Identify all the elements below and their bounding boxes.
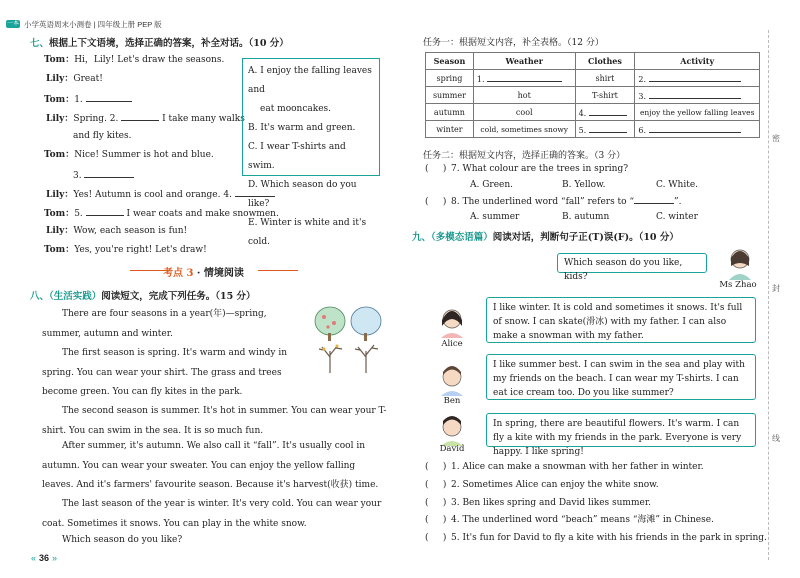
answer-blank[interactable] xyxy=(487,72,562,82)
page-number: « 36 » xyxy=(31,553,58,563)
dialogue-line-4: and fly kites. xyxy=(73,131,132,141)
alice-avatar xyxy=(437,304,467,338)
table-header: Clothes xyxy=(575,53,635,70)
q8-option-b[interactable]: B. autumn xyxy=(562,212,610,222)
tree-icon xyxy=(351,307,381,341)
answer-blank[interactable] xyxy=(86,206,124,216)
table-header: Season xyxy=(426,53,474,70)
answer-blank[interactable] xyxy=(86,92,132,102)
option-a-cont: eat mooncakes. xyxy=(260,104,332,114)
alice-speech-bubble: I like winter. It is cold and sometimes it snows. It's full of snow. I can skate(滑冰) with my father. I can also make a snowman with my father. xyxy=(486,297,756,343)
dialogue-line-5: Tom：Nice! Summer is hot and blue. xyxy=(44,150,214,160)
kid-name-ben: Ben xyxy=(443,396,461,406)
statement-3: ( ) 3. Ben likes spring and David likes summer. xyxy=(425,496,651,511)
q7-option-a[interactable]: A. Green. xyxy=(470,180,514,190)
david-speech-bubble: In spring, there are beautiful flowers. It's warm. I can fly a kite with my friends in the park. Everyone is very happy. I like spring! xyxy=(486,413,756,447)
table-cell: autumn xyxy=(426,104,474,121)
q8-option-c[interactable]: C. winter xyxy=(656,212,698,222)
table-cell: T-shirt xyxy=(575,87,635,104)
dialogue-line-0: Tom：Hi，Lily! Let's draw the seasons. xyxy=(44,55,225,65)
margin-seal-char: 封 xyxy=(772,284,780,293)
question-8: ( ) 8. The underlined word “fall” refers to “ ”. xyxy=(425,194,682,210)
statement-4: ( ) 4. The underlined word “beach” means “海滩” in Chinese. xyxy=(425,513,714,528)
kid-name-david: David xyxy=(439,444,465,454)
dialogue-line-9: Lily：Wow, each season is fun! xyxy=(46,226,188,236)
dialogue-line-2: Tom：1. xyxy=(44,92,132,106)
section9-title: 九、（多模态语篇）阅读对话，判断句子正(T)误(F)。（10 分） xyxy=(412,232,679,243)
answer-blank[interactable] xyxy=(589,123,627,133)
answer-blank[interactable] xyxy=(634,194,674,204)
answer-blank[interactable] xyxy=(589,106,627,116)
statement-5: ( ) 5. It's fun for David to fly a kite with his friends in the park in spring. xyxy=(425,531,767,546)
kid-name-alice: Alice xyxy=(441,339,463,349)
passage-paragraph-2: The first season is spring. It's warm and windy in spring. You can wear your shirt. The grass and trees become green. You can fly kites in the park. xyxy=(42,348,288,397)
table-cell: enjoy the yellow falling leaves xyxy=(635,104,760,121)
task2-title: 任务二：根据短文内容，选择正确的答案。（3 分） xyxy=(423,151,626,161)
tree-icon xyxy=(315,307,345,341)
table-cell: cold, sometimes snowy xyxy=(473,121,575,138)
dialogue-line-7: Lily：Yes! Autumn is cool and orange. 4. xyxy=(46,187,275,201)
david-avatar xyxy=(437,412,467,446)
passage-paragraph-4: After summer, it's autumn. We also call it “fall”. It's usually cool in autumn. You can wear your sweater. You can enjoy the yellow falling leaves. And it's farmers' favourite season. Because it's harvest(收获) time. xyxy=(42,441,379,490)
q7-option-c[interactable]: C. White. xyxy=(656,180,699,190)
table-cell[interactable]: 3. xyxy=(635,87,760,104)
season-trees-illustration xyxy=(310,305,386,375)
table-cell[interactable]: 1. xyxy=(473,70,575,87)
table-row xyxy=(426,104,760,121)
option-d: D. Which season do you like? xyxy=(248,180,357,209)
table-cell: summer xyxy=(426,87,474,104)
table-row xyxy=(426,87,760,104)
table-cell[interactable]: 5. xyxy=(575,121,635,138)
question-7: ( ) 7. What colour are the trees in spring? xyxy=(425,162,628,177)
answer-blank[interactable] xyxy=(649,89,741,99)
ben-speech-bubble: I like summer best. I can swim in the sea and play with my friends on the beach. I can wear my T-shirts. I can eat ice cream too. Do you like summer? xyxy=(486,354,756,400)
bare-tree-icon xyxy=(319,345,342,373)
option-a: A. I enjoy the falling leaves and xyxy=(248,66,372,95)
table-cell: spring xyxy=(426,70,474,87)
header-title: 小学英语周末小测卷 | 四年级上册 PEP 版 xyxy=(24,20,162,29)
answer-paren[interactable]: ( ) xyxy=(425,498,447,508)
table-header: Weather xyxy=(473,53,575,70)
teacher-speech-bubble: Which season do you like, kids? xyxy=(557,253,707,273)
table-cell[interactable]: 4. xyxy=(575,104,635,121)
passage-paragraph-5: The last season of the year is winter. It's very cold. You can wear your coat. Sometimes it snows. You can play in the white snow. xyxy=(42,499,382,529)
task1-title: 任务一：根据短文内容，补全表格。（12 分） xyxy=(423,38,604,48)
table-row xyxy=(426,121,760,138)
margin-seal-line xyxy=(768,30,769,560)
header-badge: 一本 xyxy=(6,21,19,27)
margin-seal-char: 密 xyxy=(772,134,780,143)
section8-title: 八、（生活实践）阅读短文，完成下列任务。（15 分） xyxy=(30,291,256,302)
q7-option-b[interactable]: B. Yellow. xyxy=(562,180,606,190)
bare-tree-icon xyxy=(355,345,378,373)
option-e: E. Winter is white and it's cold. xyxy=(248,218,367,247)
kaodian-heading: 考点 3 · 情境阅读 xyxy=(163,268,244,279)
table-row xyxy=(426,70,760,87)
dialogue-line-3: Lily：Spring. 2. I take many walks xyxy=(46,111,245,125)
passage-paragraph-6: Which season do you like? xyxy=(62,535,183,545)
option-c: C. I wear T-shirts and swim. xyxy=(248,142,346,171)
answer-blank[interactable] xyxy=(649,72,741,82)
answer-paren[interactable]: ( ) xyxy=(425,533,447,543)
table-header-row xyxy=(426,53,760,70)
table-cell[interactable]: 6. xyxy=(635,121,760,138)
ben-avatar xyxy=(437,362,467,396)
passage-paragraph-3: The second season is summer. It's hot in summer. You can wear your T-shirt. You can swim in the sea. It is so much fun. xyxy=(42,406,387,436)
option-b: B. It's warm and green. xyxy=(248,123,356,133)
dialogue-line-8: Tom：5. I wear coats and make snowmen. xyxy=(44,206,279,220)
table-header: Activity xyxy=(635,53,760,70)
margin-seal-char: 线 xyxy=(772,434,780,443)
dialogue-line-6: 3. xyxy=(73,168,134,182)
answer-paren[interactable]: ( ) xyxy=(425,515,447,525)
options-box xyxy=(242,58,380,247)
dialogue-line-1: Lily：Great! xyxy=(46,74,103,84)
dialogue-line-10: Tom：Yes, you're right! Let's draw! xyxy=(44,245,207,255)
answer-blank[interactable] xyxy=(84,168,134,178)
heading-rule-right xyxy=(258,270,298,271)
answer-paren[interactable]: ( ) xyxy=(425,164,447,174)
table-cell: hot xyxy=(473,87,575,104)
passage-paragraph-1: There are four seasons in a year(年)—spring, summer, autumn and winter. xyxy=(42,309,267,339)
section7-title: 七、根据上下文语境，选择正确的答案，补全对话。（10 分） xyxy=(30,38,289,49)
table-cell: cool xyxy=(473,104,575,121)
table-cell: winter xyxy=(426,121,474,138)
table-cell[interactable]: 2. xyxy=(635,70,760,87)
answer-blank[interactable] xyxy=(121,111,159,121)
answer-blank[interactable] xyxy=(649,123,741,133)
table-cell: shirt xyxy=(575,70,635,87)
task1-table xyxy=(425,52,760,138)
answer-paren[interactable]: ( ) xyxy=(425,197,447,207)
teacher-name: Ms Zhao xyxy=(719,280,757,290)
teacher-avatar xyxy=(723,246,757,280)
answer-paren[interactable]: ( ) xyxy=(425,462,447,472)
q8-option-a[interactable]: A. summer xyxy=(470,212,520,222)
answer-paren[interactable]: ( ) xyxy=(425,480,447,490)
statement-1: ( ) 1. Alice can make a snowman with her father in winter. xyxy=(425,460,704,475)
statement-2: ( ) 2. Sometimes Alice can enjoy the white snow. xyxy=(425,478,659,493)
